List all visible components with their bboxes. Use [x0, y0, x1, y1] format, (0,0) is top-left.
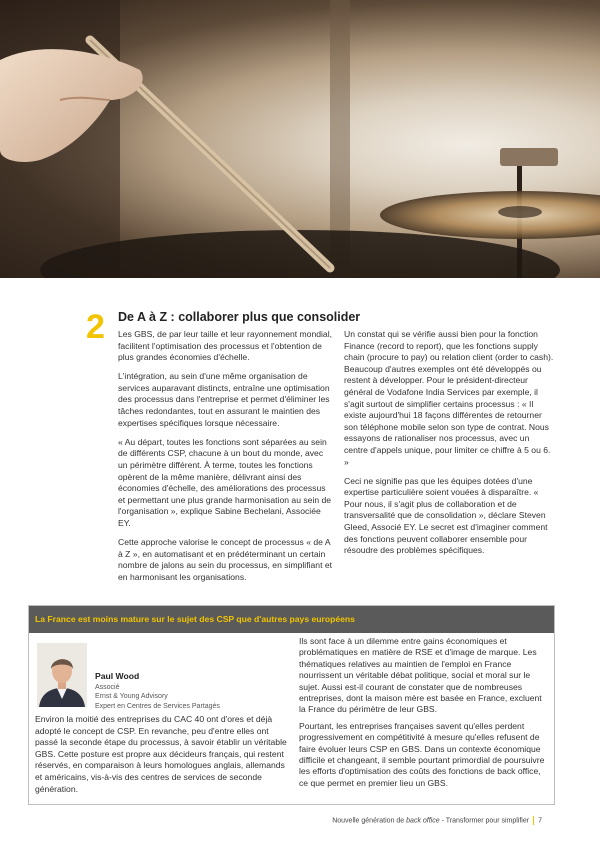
paragraph: Les GBS, de par leur taille et leur rayonnement mondial, facilitent l'optimisation des processus et l'obtention de plus grandes économies d'échelle. — [118, 329, 333, 363]
paragraph: Cette approche valorise le concept de processus « de A à Z », en automatisant et en prédéterminant un certain nombre de jalons au sein du processus, en simplifiant et en harmonisant les organisations. — [118, 537, 333, 582]
box-left-text: Environ la moitié des entreprises du CAC 40 ont d'ores et déjà adopté le concept de CSP. En revanche, peu d'entre elles ont passé la seconde étape du processus, à savoir établir un véritable GBS. Cette posture est propre aux décideurs français, qui restent réservés, en comparaison à leurs homologues anglais, allemands et américains, vis-à-vis des centres de services de seconde génération. — [35, 714, 287, 794]
person-name: Paul Wood — [95, 671, 140, 681]
paragraph: « Au départ, toutes les fonctions sont séparées au sein de différents CSP, chacune à un bout du monde, avec un périmètre différent. À terme, toutes les fonctions opèrent de la même manière, délivrant ainsi des économies d'échelle, des améliorations des processus et permettant une plus grande harmonisation au sein de l'organisation », explique Sabine Bechelani, Associée EY. — [118, 436, 332, 528]
footer-italic: back office — [406, 817, 440, 825]
paragraph: Ils sont face à un dilemme entre gains économiques et problématiques en matière de RSE et d'image de marque. Les thématiques relatives au maintien de l'emploi en France nourrissent un véritable débat politique, social et moral sur le sujet. Aussi est-il courant de constater que de nombreuses entreprises, dont la maison mère est basée en France, excluent la France du périmètre de leur GBS. — [299, 636, 542, 715]
paragraph: L'intégration, au sein d'une même organisation de services auparavant distincts, entraîne une optimisation des processus dans l'entreprise et permet d'éliminer les tâches redondantes, tout en assurant le maintien des expertises spécifiques lorsque nécessaire. — [118, 371, 330, 428]
interview-box — [28, 605, 555, 805]
box-header — [29, 606, 554, 633]
footer-subtitle: - Transformer pour simplifier — [439, 817, 530, 825]
portrait-photo-icon — [37, 643, 87, 707]
person-role: Associé — [95, 683, 120, 691]
page-footer — [320, 816, 542, 825]
box-right-column — [299, 636, 549, 794]
person-credit — [95, 672, 220, 711]
section-number: 2 — [86, 308, 105, 346]
paragraph: Ceci ne signifie pas que les équipes dotées d'une expertise particulière soient vouées à disparaître. « Pour nous, il s'agit plus de collaboration et de transversalité que de consolidation », déclare Steven Gleed, Associé EY. Le secret est d'imaginer comment des fonctions peuvent collaborer ensemble pour résoudre des problèmes spécifiques. — [344, 475, 548, 556]
page-number: 7 — [538, 817, 542, 825]
drummer-photo-icon — [0, 0, 600, 278]
hero-image — [0, 0, 600, 278]
paragraph: Un constat qui se vérifie aussi bien pour la fonction Finance (record to report), que les fonctions supply chain (procure to pay) ou relation client (order to cash). Beaucoup d'autres exemples ont été développés ou restent à développer. Pour le président-directeur général de Vodafone India Services par exemple, il s'agit surtout de simplifier certains processus : « Il existe aujourd'hui 18 façons différentes de retourner son téléphone mobile selon son type de contrat. Nous essayons de rationaliser nos processus, avec un centre d'appels unique, pour limiter ce chiffre à 5 ou 6. » — [344, 329, 554, 467]
footer-text: Nouvelle génération de — [332, 817, 407, 825]
person-expertise: Expert en Centres de Services Partagés — [95, 702, 220, 710]
paragraph: Pourtant, les entreprises françaises savent qu'elles perdent progressivement en compétitivité à mesure qu'elles refusent de faire évoluer leurs CSP en GBS. Dans un contexte économique difficile et changeant, il semble pourtant primordial de poursuivre les efforts d'optimisation des coûts des fonctions de back office, ce que permet en premier lieu un GBS. — [299, 720, 545, 788]
right-column — [344, 329, 554, 564]
box-title: La France est moins mature sur le sujet des CSP que d'autres pays européens — [35, 614, 355, 624]
section-title: De A à Z : collaborer plus que consolider — [118, 310, 361, 324]
person-company: Ernst & Young Advisory — [95, 693, 168, 701]
left-column — [118, 329, 332, 591]
footer-separator — [533, 816, 534, 825]
